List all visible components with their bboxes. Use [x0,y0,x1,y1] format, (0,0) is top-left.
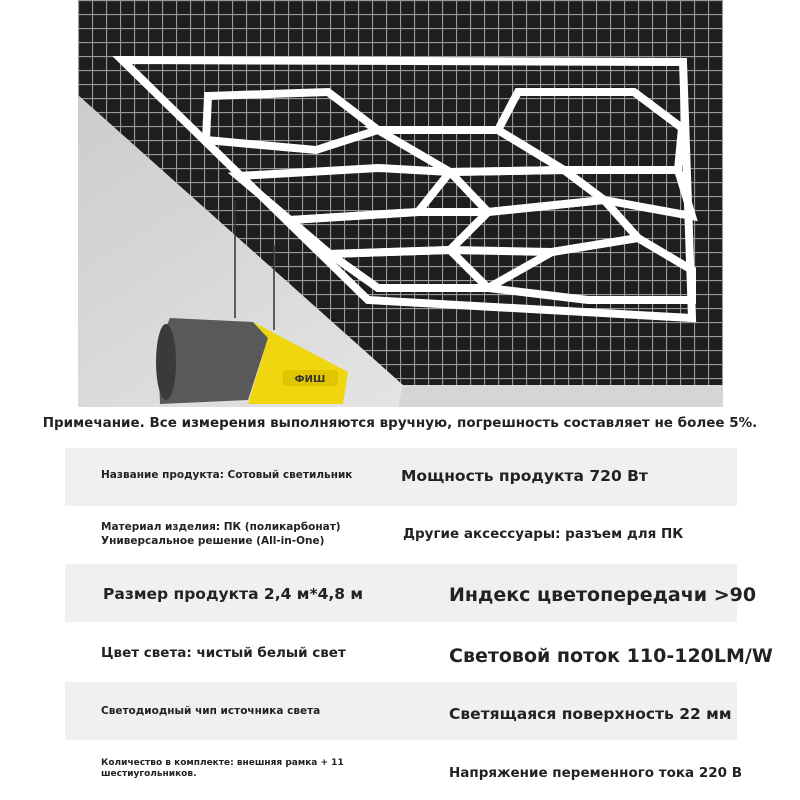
spec-power: Мощность продукта 720 Вт [401,467,648,485]
spec-row-4 [65,622,773,680]
measurement-note: Примечание. Все измерения выполняются вручную, погрешность составляет не более 5%. [42,415,758,431]
spec-material: Материал изделия: ПК (поликарбонат) [101,521,341,533]
spec-light-color: Цвет света: чистый белый свет [101,645,346,661]
spec-product-name: Название продукта: Сотовый светильник [101,469,353,481]
spec-size: Размер продукта 2,4 м*4,8 м [103,585,364,603]
spec-cri: Индекс цветопередачи >90 [449,584,757,606]
spec-accessories: Другие аксессуары: разъем для ПК [403,526,684,542]
spec-row-3 [65,564,757,622]
ceiling-edge [398,385,723,407]
spec-row-1 [65,448,737,506]
spec-row-5 [65,682,737,740]
spec-row-2 [65,506,737,564]
lamp-label: ФИШ [294,374,326,385]
spec-row-6 [65,742,742,800]
spec-all-in-one: Универсальное решение (All-in-One) [101,535,325,547]
spec-led-chip: Светодиодный чип источника света [101,705,321,717]
spec-voltage: Напряжение переменного тока 220 В [449,765,742,781]
spec-package-cont: шестиугольников. [101,769,197,779]
spec-package: Количество в комплекте: внешняя рамка + 11 [101,758,344,768]
product-photo [78,0,723,407]
spec-luminous-flux: Световой поток 110-120LM/W [449,645,773,667]
spec-emitting-surface: Светящаяся поверхность 22 мм [449,705,732,723]
